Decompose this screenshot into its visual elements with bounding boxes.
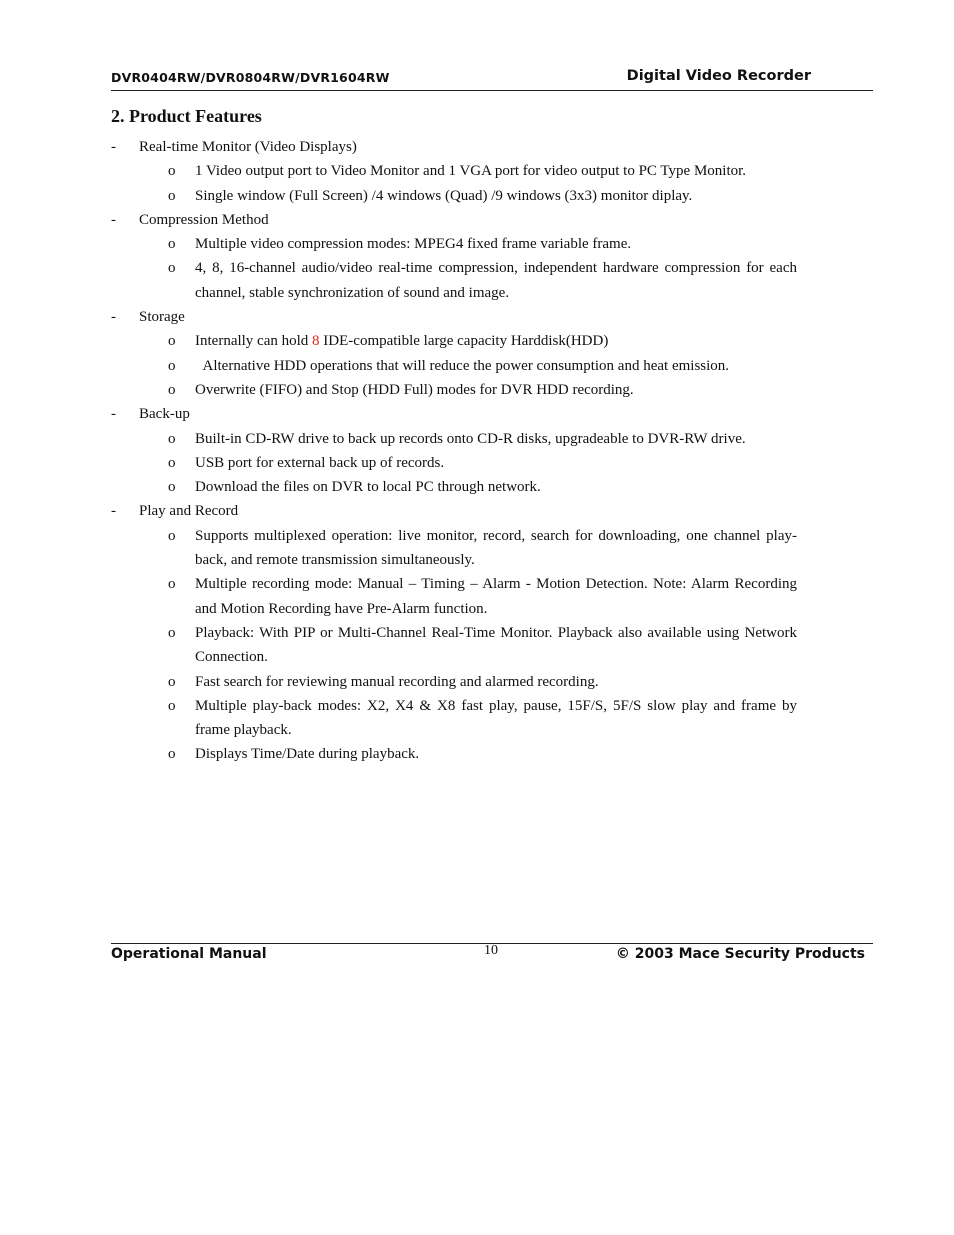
header-product: Digital Video Recorder (626, 68, 811, 84)
feature-text: Built-in CD-RW drive to back up records onto CD-R disks, upgradeable to DVR-RW drive. (195, 430, 746, 447)
footer-manual-title: Operational Manual (111, 946, 267, 962)
topic-item (111, 305, 797, 329)
dash-bullet: - (111, 503, 116, 520)
feature-item (111, 354, 797, 378)
circle-bullet: o (168, 187, 176, 204)
feature-text: IDE-compatible large capacity Harddisk(HDD) (319, 333, 609, 350)
circle-bullet: o (168, 479, 176, 496)
feature-text: USB port for external back up of records. (195, 454, 445, 471)
topic-item (111, 135, 797, 159)
feature-text: Single window (Full Screen) /4 windows (Quad) /9 windows (3x3) monitor diplay. (195, 187, 693, 204)
page-number: 10 (484, 943, 498, 958)
feature-text: Displays Time/Date during playback. (195, 746, 420, 763)
header-models: DVR0404RW/DVR0804RW/DVR1604RW (111, 70, 390, 85)
feature-text: Fast search for reviewing manual recording and alarmed recording. (195, 673, 599, 690)
feature-text: Multiple recording mode: Manual – Timing – Alarm - Motion Detection. Note: Alarm Recording and Motion Recording have Pre-Alarm function. (195, 576, 797, 617)
circle-bullet: o (168, 673, 176, 690)
feature-text: Playback: With PIP or Multi-Channel Real-Time Monitor. Playback also available using Network Connection. (195, 624, 797, 666)
topic-label: Compression Method (139, 211, 269, 228)
page-content (111, 104, 797, 767)
feature-item (111, 232, 797, 256)
circle-bullet: o (168, 430, 176, 447)
feature-item (111, 184, 797, 208)
feature-text: Multiple play-back modes: X2, X4 & X8 fast play, pause, 15F/S, 5F/S slow play and frame by frame playback. (195, 697, 797, 739)
circle-bullet: o (168, 746, 176, 763)
topic-label: Storage (139, 309, 185, 326)
feature-text: 1 Video output port to Video Monitor and 1 VGA port for video output to PC Type Monitor. (195, 163, 747, 180)
feature-item (111, 427, 797, 451)
feature-item (111, 670, 797, 694)
topic-label: Play and Record (139, 503, 239, 520)
dash-bullet: - (111, 406, 116, 423)
footer-copyright: © 2003 Mace Security Products (615, 946, 865, 962)
feature-text: Supports multiplexed operation: live monitor, record, search for downloading, one channel play-back, and remote transmission simultaneously. (195, 527, 797, 569)
circle-bullet: o (168, 357, 176, 374)
circle-bullet: o (168, 163, 176, 180)
feature-text: Download the files on DVR to local PC through network. (195, 479, 541, 496)
feature-item (111, 524, 797, 573)
circle-bullet: o (168, 333, 176, 350)
circle-bullet: o (168, 381, 176, 398)
topic-label: Back-up (139, 406, 190, 423)
feature-text: Internally can hold (195, 333, 313, 350)
highlighted-number: 8 (312, 333, 320, 350)
feature-item (111, 742, 797, 766)
feature-item (111, 572, 797, 621)
dash-bullet: - (111, 211, 116, 228)
topic-label: Real-time Monitor (Video Displays) (139, 139, 357, 155)
circle-bullet: o (168, 624, 176, 641)
feature-item (111, 451, 797, 475)
feature-list (111, 135, 797, 767)
feature-text: Multiple video compression modes: MPEG4 fixed frame variable frame. (195, 236, 632, 253)
feature-text: 4, 8, 16-channel audio/video real-time compression, independent hardware compression for each channel, stable synchronization of sound and image. (195, 260, 797, 301)
feature-item (111, 621, 797, 670)
feature-item (111, 378, 797, 402)
feature-item (111, 329, 797, 353)
feature-text: Overwrite (FIFO) and Stop (HDD Full) modes for DVR HDD recording. (195, 381, 634, 398)
page-footer (111, 943, 873, 968)
feature-item (111, 159, 797, 183)
circle-bullet: o (168, 697, 176, 714)
feature-item (111, 256, 797, 305)
circle-bullet: o (168, 527, 176, 544)
topic-item (111, 499, 797, 523)
topic-item (111, 208, 797, 232)
section-title: 2. Product Features (111, 106, 262, 126)
feature-item (111, 475, 797, 499)
circle-bullet: o (168, 260, 176, 277)
topic-item (111, 402, 797, 426)
page-header (111, 66, 873, 91)
circle-bullet: o (168, 236, 176, 253)
dash-bullet: - (111, 309, 116, 326)
feature-item (111, 694, 797, 743)
circle-bullet: o (168, 576, 176, 593)
feature-text: Alternative HDD operations that will reduce the power consumption and heat emission. (195, 357, 730, 374)
dash-bullet: - (111, 139, 116, 155)
circle-bullet: o (168, 454, 176, 471)
